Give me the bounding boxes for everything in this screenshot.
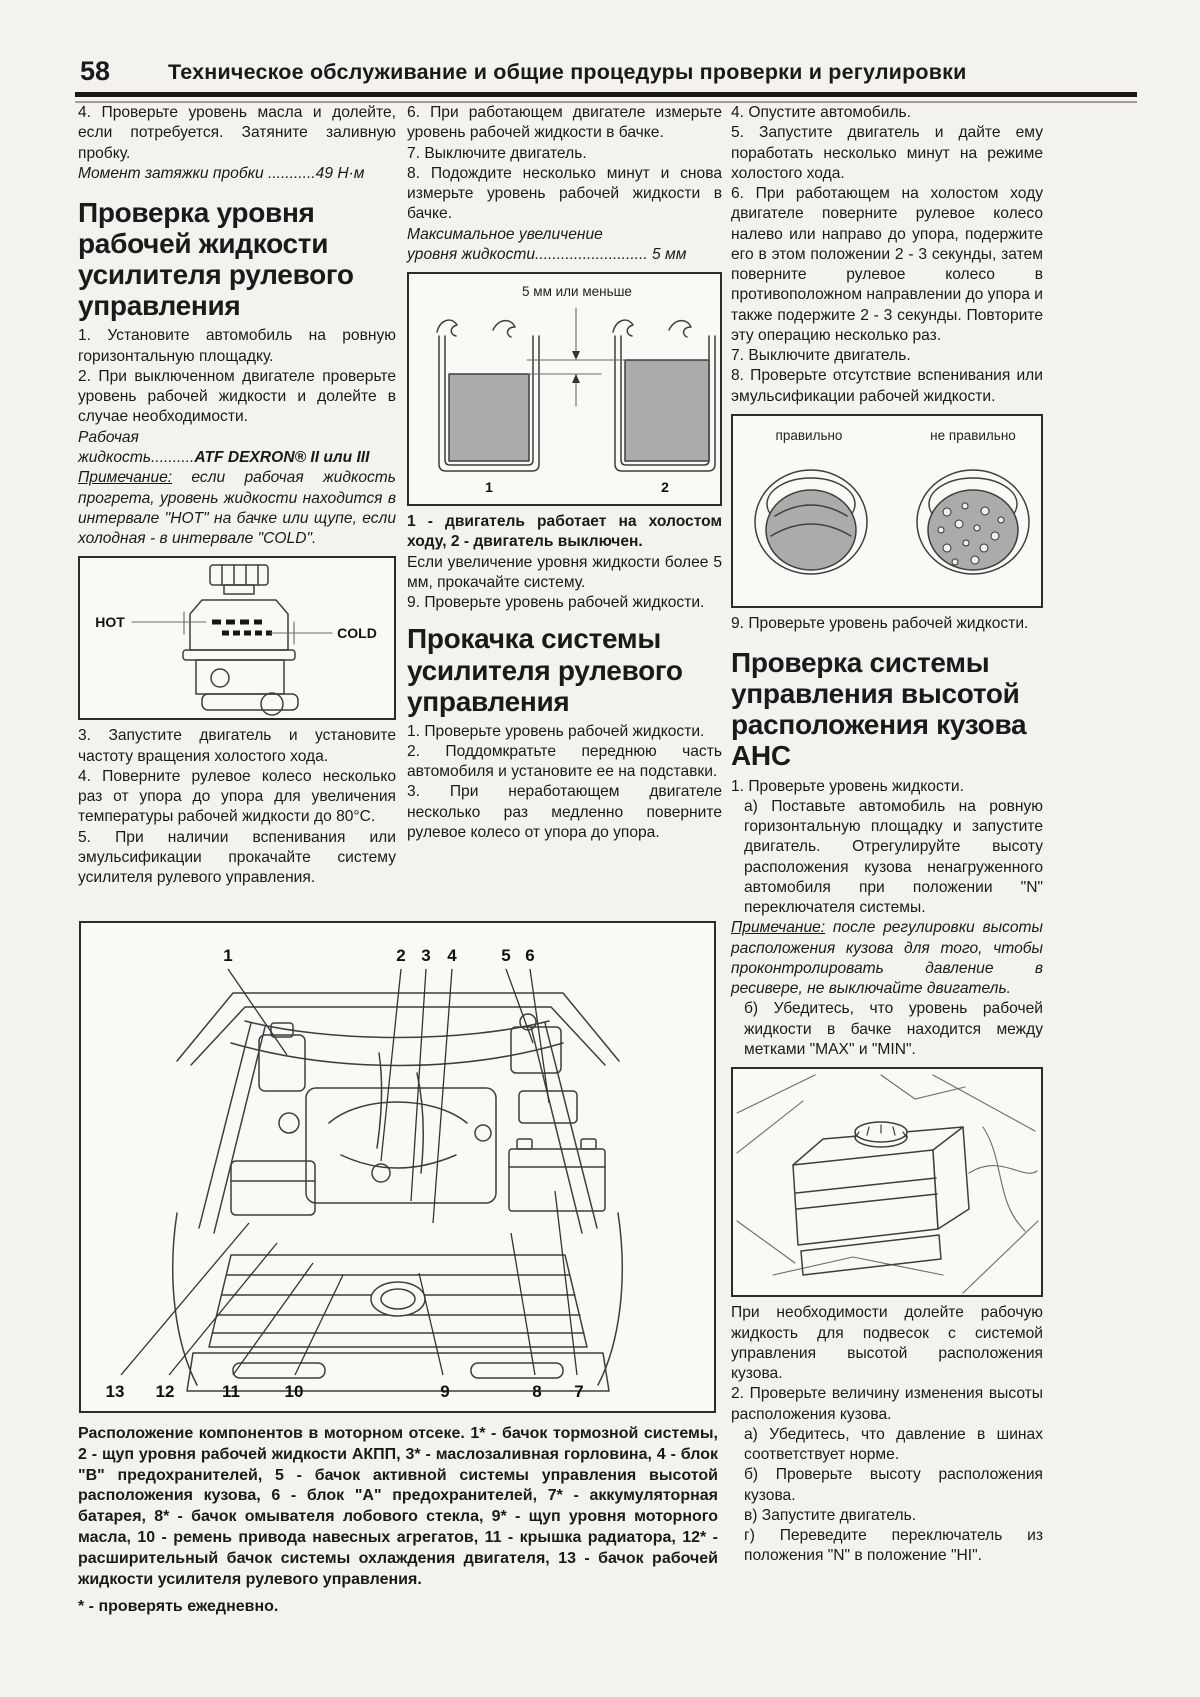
five-mm-label: 5 мм или меньше — [522, 284, 632, 300]
figure-reservoir-hot-cold — [78, 556, 396, 720]
incorrect-label: не правильно — [930, 427, 1016, 443]
note-label: Примечание: — [731, 919, 826, 937]
spec-label: Момент затяжки пробки ........... — [78, 164, 316, 182]
step-paragraph: 1. Установите автомобиль на ровную горизонтальную площадку. — [78, 327, 396, 365]
step-paragraph: 5. При наличии вспенивания или эмульсификации прокачайте систему усилителя рулевого управления. — [78, 828, 396, 887]
step-paragraph: 4. Опустите автомобиль. — [731, 104, 911, 121]
spec-label: уровня жидкости.......................... — [407, 245, 648, 263]
cup-incorrect — [917, 470, 1029, 574]
step-paragraph: 5. Запустите двигатель и дайте ему поработать несколько минут на режиме холостого хода. — [731, 124, 1043, 182]
callout-9: 9 — [440, 1382, 450, 1401]
beaker-1-number: 1 — [485, 479, 493, 496]
engine-figure-caption-block — [78, 1424, 718, 1618]
beaker-2-number: 2 — [661, 479, 669, 496]
step-paragraph: 1. Проверьте уровень рабочей жидкости. — [407, 722, 705, 740]
column-1 — [78, 103, 396, 888]
step-paragraph: 7. Выключите двигатель. — [731, 347, 911, 365]
figure-fluid-level-comparison — [407, 272, 722, 506]
step-paragraph: Если увеличение уровня жидкости более 5 мм, прокачайте систему. — [407, 553, 722, 591]
note-text: после регулировки высоты расположения кузова для того, чтобы проконтролировать давление в ресивере, не выключайте двигатель. — [731, 919, 1043, 998]
note-text: если рабочая жидкость прогрета, уровень жидкости находится в интервале "HOT" на бачке или щупе, если холодная - в интервале "COLD". — [78, 469, 396, 548]
substep-paragraph: а) Убедитесь, что давление в шинах соответствует норме. — [744, 1425, 1043, 1464]
step-paragraph: 2. При выключенном двигателе проверьте уровень рабочей жидкости и долейте в случае необходимости. — [78, 367, 396, 426]
column-3 — [731, 103, 1043, 1567]
step-paragraph: 9. Проверьте уровень рабочей жидкости. — [731, 614, 1029, 632]
callout-5: 5 — [501, 946, 511, 965]
step-paragraph: 3. При неработающем двигателе несколько раз медленно поверните рулевое колесо от упора до упора. — [407, 783, 722, 842]
page-title: Техническое обслуживание и общие процедуры проверки и регулировки — [168, 60, 967, 84]
cold-label: COLD — [337, 625, 377, 642]
fluid-spec-line1: Рабочая — [78, 428, 139, 446]
beaker-2 — [613, 320, 715, 471]
level-marks — [212, 622, 272, 633]
step-paragraph: При необходимости долейте рабочую жидкость для подвесок с системой управления высотой расположения кузова. — [731, 1304, 1043, 1383]
reservoir-hot-cold-drawing — [80, 558, 394, 718]
spec-value: ATF DEXRON® II или III — [194, 448, 370, 466]
section-heading-power-steering-level: Проверка уровня рабочей жидкости усилителя рулевого управления — [78, 197, 354, 322]
dimension-arrow — [527, 308, 625, 406]
hot-label: HOT — [95, 614, 125, 631]
header-rule-thick — [75, 92, 1137, 97]
figure-ahc-reservoir — [731, 1067, 1043, 1297]
callout-7: 7 — [574, 1382, 584, 1401]
engine-bay-drawing — [81, 923, 714, 1411]
step-paragraph: 2. Проверьте величину изменения высоты расположения кузова. — [731, 1385, 1043, 1423]
note-paragraph — [78, 468, 396, 549]
callout-3: 3 — [421, 946, 431, 965]
correct-label: правильно — [775, 427, 843, 443]
callout-12: 12 — [155, 1382, 175, 1401]
step-paragraph: 6. При работающем двигателе измерьте уровень рабочей жидкости в бачке. — [407, 104, 722, 142]
figure-foam-comparison — [731, 414, 1043, 608]
dimension-lines — [132, 612, 332, 644]
spec-value: 49 Н·м — [315, 164, 365, 182]
callout-1: 1 — [223, 946, 233, 965]
reservoir-tank — [793, 1122, 969, 1275]
callout-4: 4 — [447, 946, 457, 965]
substep-paragraph: а) Поставьте автомобиль на ровную горизонтальную площадку и запустите двигатель. Отрегулируйте высоту расположения кузова ненагруженного автомобиля при положении "N" переключателя системы. — [744, 797, 1043, 917]
note-label: Примечание: — [78, 469, 173, 487]
spec-label: жидкость.......... — [78, 448, 195, 466]
substep-paragraph: г) Переведите переключатель из положения "N" в положение "HI". — [744, 1527, 1043, 1565]
torque-spec — [78, 164, 396, 184]
substep-paragraph: б) Проверьте высоту расположения кузова. — [744, 1466, 1043, 1504]
step-paragraph: 8. Подождите несколько минут и снова измерьте уровень рабочей жидкости в бачке. — [407, 164, 722, 223]
engine-figure-footnote: * - проверять ежедневно. — [78, 1598, 279, 1616]
spec-value: 5 мм — [647, 245, 687, 263]
max-increase-spec-line1: Максимальное увеличение — [407, 225, 603, 243]
section-heading-bleeding: Прокачка системы усилителя рулевого управления — [407, 623, 683, 717]
engine-figure-caption: Расположение компонентов в моторном отсеке. 1* - бачок тормозной системы, 2 - щуп уровня рабочей жидкости АКПП, 3* - маслозаливная горловина, 4 - блок "В" предохранителей, 5 - бачок активной системы управления высотой расположения кузова, 6 - блок "А" предохранителей, 7* - аккумуляторная батарея, 8* - бачок омывателя лобового стекла, 9* - щуп уровня моторного масла, 10 - ремень привода навесных агрегатов, 11 - крышка радиатора, 12* - расширительный бачок системы охлаждения двигателя, 13 - бачок рабочей жидкости усилителя рулевого управления. — [78, 1425, 718, 1588]
figure-engine-bay — [79, 921, 716, 1413]
note-paragraph — [731, 918, 1043, 999]
callout-13: 13 — [105, 1382, 125, 1401]
callout-8: 8 — [532, 1382, 542, 1401]
step-paragraph: 2. Поддомкратьте переднюю часть автомобиля и установите ее на подставки. — [407, 742, 722, 781]
step-paragraph: 1. Проверьте уровень жидкости. — [731, 777, 964, 795]
step-paragraph: 9. Проверьте уровень рабочей жидкости. — [407, 594, 705, 612]
callout-2: 2 — [396, 946, 406, 965]
section-heading-ahc: Проверка системы управления высотой расположения кузова AHC — [731, 647, 1027, 772]
cup-correct — [755, 470, 867, 574]
ahc-reservoir-drawing — [733, 1069, 1041, 1295]
max-increase-spec — [407, 245, 722, 265]
step-paragraph: 7. Выключите двигатель. — [407, 144, 587, 162]
substep-paragraph: в) Запустите двигатель. — [744, 1506, 917, 1524]
car-body-outline — [173, 993, 623, 1385]
fluid-spec — [78, 448, 396, 468]
foam-comparison-drawing — [733, 416, 1041, 606]
callout-6: 6 — [525, 946, 535, 965]
callout-10: 10 — [284, 1382, 304, 1401]
beaker-1 — [437, 320, 539, 471]
step-paragraph: 3. Запустите двигатель и установите частоту вращения холостого хода. — [78, 727, 396, 765]
callout-11: 11 — [222, 1382, 240, 1401]
step-paragraph: 6. При работающем на холостом ходу двигателе поверните рулевое колесо налево или направо до упора, подержите его в этом положении 2 - 3 секунды, затем поверните рулевое колесо в противоположном направлении до упора и также подержите 2 - 3 секунды. Повторите эту операцию несколько раз. — [731, 185, 1043, 344]
substep-paragraph: б) Убедитесь, что уровень рабочей жидкости в бачке находится между метками "MAX" и "MIN". — [744, 1000, 1043, 1059]
figure-caption: 1 - двигатель работает на холостом ходу, 2 - двигатель выключен. — [407, 513, 722, 551]
engine-components — [231, 1014, 605, 1215]
reservoir-outline — [183, 565, 298, 715]
step-paragraph: 4. Поверните рулевое колесо несколько раз от упора до упора для увеличения температуры рабочей жидкости до 80°C. — [78, 767, 396, 826]
page-number: 58 — [80, 56, 111, 86]
fluid-level-drawing — [409, 274, 720, 504]
step-paragraph: 8. Проверьте отсутствие вспенивания или эмульсификации рабочей жидкости. — [731, 367, 1043, 405]
column-2 — [407, 103, 722, 843]
callout-numbers-top — [223, 946, 534, 965]
step-paragraph: 4. Проверьте уровень масла и долейте, если потребуется. Затяните заливную пробку. — [78, 104, 396, 162]
